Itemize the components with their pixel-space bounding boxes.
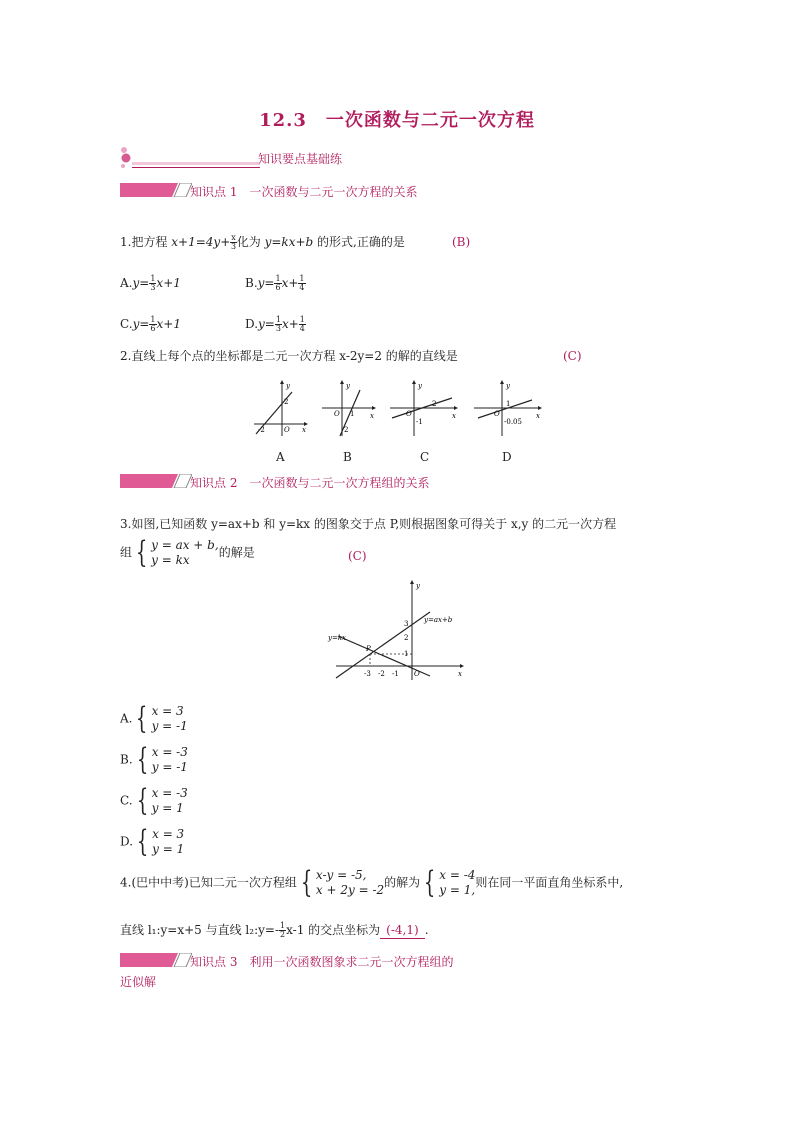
graph-d-origin: O	[494, 410, 500, 418]
graph-a-tick-1: 2	[284, 398, 289, 406]
graph-label-a: A	[276, 450, 285, 464]
graph-b-x-label: x	[370, 412, 374, 420]
q1-option-c[interactable]: C.y= $\frac{1}{6}$ x+1	[120, 315, 181, 333]
graph-a-tick-2: -2	[258, 426, 265, 434]
q3-graph-line1-label: y=ax+b	[424, 616, 453, 624]
q3-graph-tick-x-1: -1	[392, 670, 399, 678]
graph-option-c[interactable]	[388, 378, 460, 438]
question-4-line-1: 4.(巴中中考)已知二元一次方程组 { x-y = -5, x + 2y = -2的解为 { x = -4 y = 1,则在同一平面直角坐标系中,	[120, 865, 624, 900]
q3-graph-p-label: P	[366, 645, 371, 653]
graph-d-tick-2: -0.05	[504, 418, 522, 426]
kp1-band	[120, 183, 192, 197]
q3-graph-line2-label: y=kx	[328, 634, 347, 642]
graph-b-tick-1: 1	[350, 410, 355, 418]
graph-c-tick-1: 2	[432, 400, 437, 408]
page-title: 12.3 一次函数与二元一次方程	[259, 110, 535, 131]
graph-label-d: D	[502, 450, 512, 464]
q1-option-d[interactable]: D.y= $\frac{1}{3}$ x+ $\frac{1}{4}$	[245, 315, 305, 333]
kp1-heading: 知识点 1 一次函数与二元一次方程的关系	[190, 185, 418, 199]
question-3-line-1: 3.如图,已知函数 y=ax+b 和 y=kx 的图象交于点 P,则根据图象可得关于 x,y 的二元一次方程	[120, 517, 617, 531]
graph-b-origin: O	[334, 410, 340, 418]
q1-option-b[interactable]: B.y= $\frac{1}{6}$ x+ $\frac{1}{4}$	[245, 274, 305, 292]
graph-d-y-label: y	[506, 382, 510, 390]
q3-graph-tick-x-2: -2	[378, 670, 385, 678]
graph-d-tick-1: 1	[506, 400, 511, 408]
graph-a-x-label: x	[302, 426, 306, 434]
graph-option-a[interactable]	[252, 378, 310, 438]
graph-c-origin: O	[406, 410, 412, 418]
question-1: 1.把方程 x+1=4y+ $\frac{x}{3}$ 化为 y=kx+b 的形式,正确的是	[120, 233, 405, 251]
graph-c-y-label: y	[418, 382, 422, 390]
q1-option-a[interactable]: A.y= $\frac{1}{3}$ x+1	[120, 274, 181, 292]
question-3-line-2: 组 { y = ax + b, y = kx的解是	[120, 535, 255, 570]
kp3-heading-line-2: 近似解	[120, 975, 157, 989]
graph-c-tick-2: -1	[416, 418, 423, 426]
kp2-band	[120, 474, 192, 488]
q3-graph-tick-x-3: -3	[364, 670, 371, 678]
section-label: 知识要点基础练	[258, 152, 343, 166]
graph-c-x-label: x	[452, 412, 456, 420]
graph-d-x-label: x	[536, 412, 540, 420]
q3-graph-x-label: x	[458, 670, 462, 678]
graph-a-y-label: y	[286, 382, 290, 390]
q3-graph-tick-y-2: 2	[404, 634, 409, 642]
q3-option-a[interactable]: A. { x = 3 y = -1	[120, 701, 188, 736]
kp3-heading-line-1: 知识点 3 利用一次函数图象求二元一次方程组的	[190, 955, 454, 969]
q3-graph-y-label: y	[416, 582, 420, 590]
q3-graph-tick-y-3: 3	[404, 620, 409, 628]
question-4-line-2: 直线 l₁:y=x+5 与直线 l₂:y=- $\frac{1}{2}$ x-1 的交点坐标为 (-4,1) .	[120, 921, 429, 939]
q4-answer: (-4,1)	[380, 922, 425, 939]
graph-option-b[interactable]	[320, 378, 378, 438]
q1-answer: (B)	[452, 235, 471, 249]
q3-answer: (C)	[348, 549, 367, 563]
graph-label-b: B	[343, 450, 352, 464]
question-2: 2.直线上每个点的坐标都是二元一次方程 x-2y=2 的解的直线是	[120, 349, 458, 363]
q3-graph	[326, 578, 470, 682]
q2-answer: (C)	[563, 349, 582, 363]
graph-b-y-label: y	[346, 382, 350, 390]
kp2-heading: 知识点 2 一次函数与二元一次方程组的关系	[190, 476, 430, 490]
q3-option-d[interactable]: D. { x = 3 y = 1	[120, 824, 185, 859]
graph-option-d[interactable]	[472, 378, 544, 438]
q3-graph-origin: O	[414, 670, 420, 678]
q3-option-c[interactable]: C. { x = -3 y = 1	[120, 783, 188, 818]
q3-option-b[interactable]: B. { x = -3 y = -1	[120, 742, 188, 777]
graph-b-tick-2: 2	[344, 426, 349, 434]
section-header-decoration	[118, 146, 263, 170]
graph-a-origin: O	[284, 426, 290, 434]
kp3-band	[120, 953, 192, 967]
q3-graph-tick-y-1: 1	[404, 650, 409, 658]
graph-label-c: C	[420, 450, 430, 464]
